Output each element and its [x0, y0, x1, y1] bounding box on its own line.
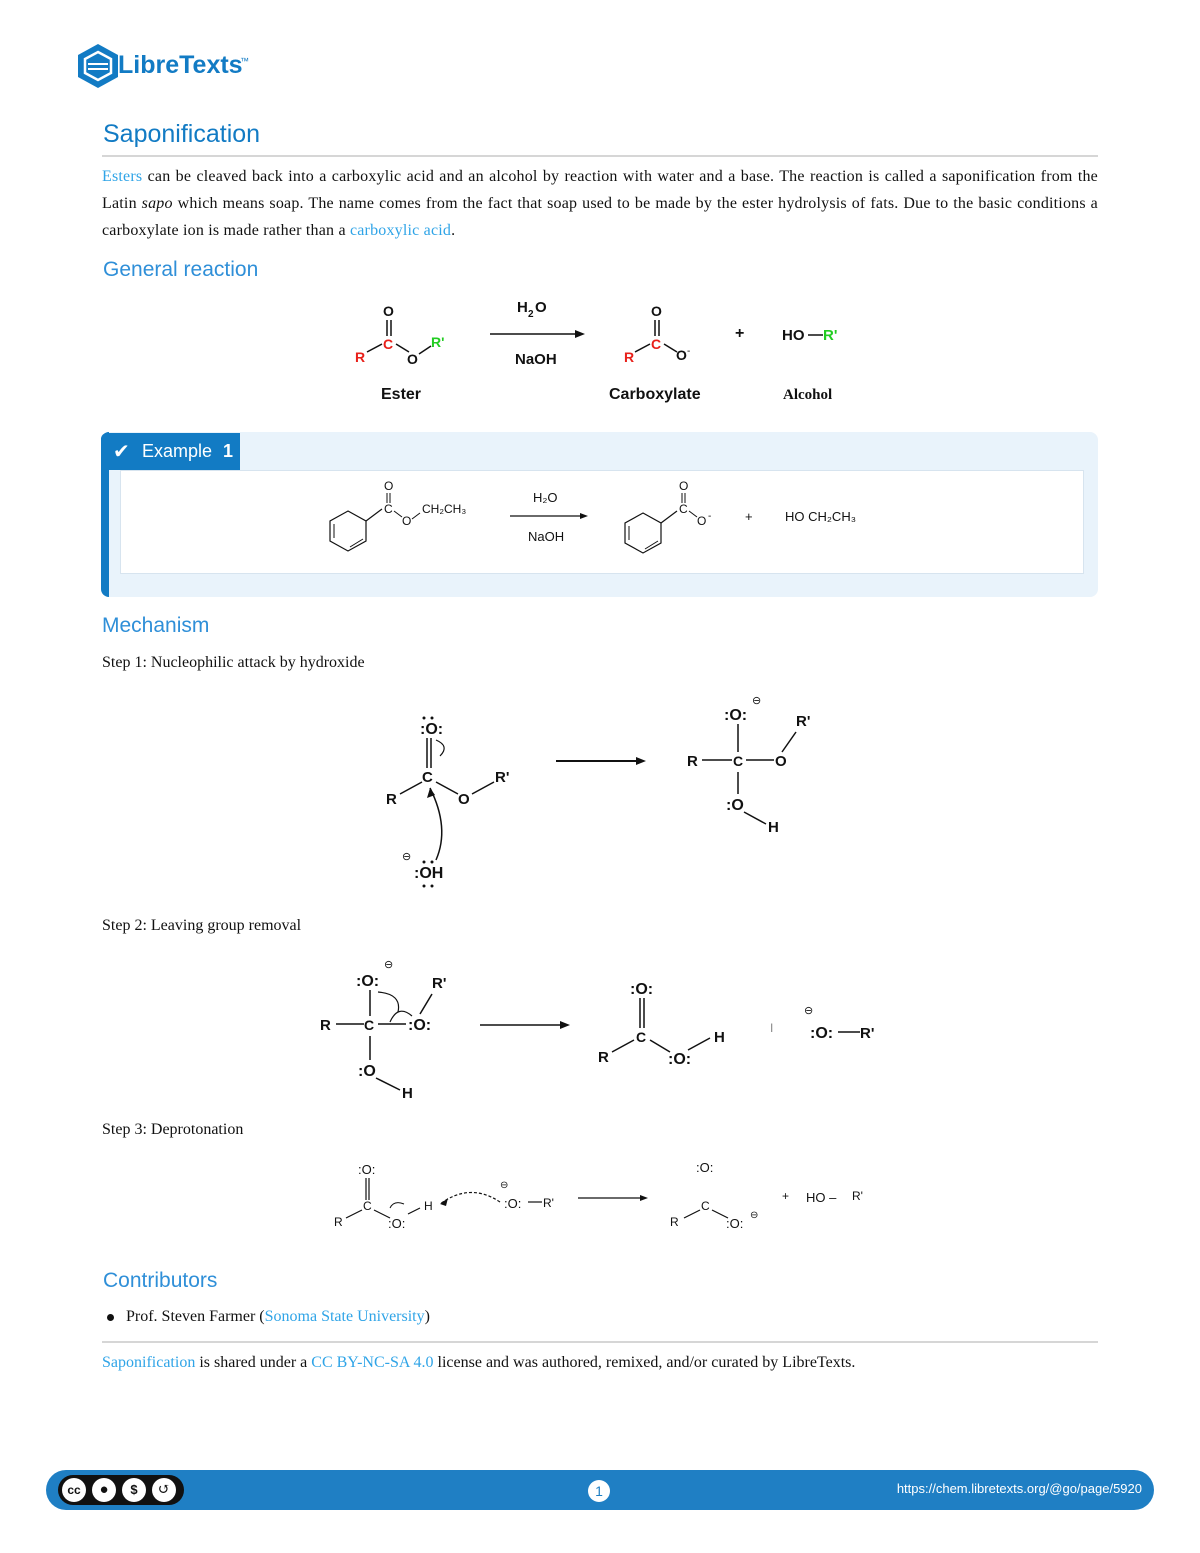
svg-text::O:: :O: — [408, 1017, 432, 1034]
svg-text:HO –: HO – — [806, 1190, 837, 1205]
intro-text-1: can be cleaved back into a carboxylic acid and an alcohol by reaction with water and a base. The reaction is called a saponification from the Latin — [102, 168, 1098, 212]
svg-text:C: C — [733, 753, 744, 769]
svg-text:⊖: ⊖ — [752, 695, 762, 707]
svg-text::O:: :O: — [356, 973, 380, 990]
svg-text:R': R' — [543, 1196, 554, 1210]
svg-text:C: C — [363, 1199, 372, 1213]
cc-license-link[interactable]: CC BY-NC-SA 4.0 — [311, 1354, 434, 1371]
svg-text:O: O — [384, 479, 394, 493]
svg-text::O:: :O: — [504, 1196, 522, 1211]
label-carboxylate: Carboxylate — [609, 386, 701, 403]
svg-text::O:: :O: — [388, 1216, 406, 1231]
reaction-reagent-bottom: NaOH — [515, 351, 557, 368]
sa-icon: ↺ — [152, 1478, 176, 1502]
svg-text::O: :O — [358, 1063, 376, 1080]
license-text-2: license and was authored, remixed, and/or curated by LibreTexts. — [433, 1354, 856, 1371]
svg-text:R': R' — [495, 769, 510, 786]
svg-text:R': R' — [823, 327, 838, 344]
esters-link[interactable]: Esters — [102, 168, 143, 185]
svg-text:C: C — [651, 336, 662, 352]
svg-text:+: + — [735, 325, 745, 342]
svg-text:R: R — [598, 1049, 609, 1066]
svg-text:C: C — [384, 502, 393, 516]
svg-text:HO: HO — [782, 327, 805, 344]
svg-text::O:: :O: — [724, 707, 748, 724]
svg-text:O: O — [407, 351, 418, 367]
svg-text:O: O — [676, 347, 687, 363]
svg-text:NaOH: NaOH — [528, 529, 565, 544]
svg-text:R: R — [687, 753, 698, 770]
svg-text:O: O — [697, 514, 707, 528]
page-number: 1 — [588, 1480, 610, 1502]
svg-text:O: O — [775, 753, 787, 770]
logo-text: LibreTexts — [118, 51, 243, 79]
svg-text::O: :O — [726, 797, 744, 814]
svg-text:R: R — [355, 349, 366, 365]
contributor-close: ) — [424, 1308, 430, 1325]
svg-text:O: O — [535, 299, 547, 316]
logo[interactable] — [74, 42, 254, 92]
svg-text:R': R' — [432, 975, 447, 992]
svg-text:⊖: ⊖ — [384, 959, 394, 971]
logo-tm: ™ — [240, 56, 249, 66]
svg-text:C: C — [364, 1017, 375, 1033]
contributor-name: Prof. Steven Farmer ( — [126, 1308, 265, 1325]
svg-text:R: R — [334, 1215, 343, 1229]
svg-text:O: O — [651, 303, 662, 319]
svg-text::O:: :O: — [668, 1051, 692, 1068]
by-icon: ● — [92, 1478, 116, 1502]
label-alcohol: Alcohol — [783, 387, 833, 403]
example-number: 1 — [223, 441, 234, 461]
svg-text:-: - — [687, 346, 691, 357]
svg-text:2: 2 — [528, 309, 534, 320]
svg-text::OH: :OH — [414, 865, 444, 882]
svg-text:H₂O: H₂O — [533, 490, 558, 505]
svg-text:⊖: ⊖ — [500, 1180, 509, 1191]
cc-icon: cc — [62, 1478, 86, 1502]
svg-text::O:: :O: — [810, 1025, 834, 1042]
svg-text:+: + — [745, 509, 753, 524]
svg-text:C: C — [383, 336, 394, 352]
svg-text:H: H — [424, 1199, 433, 1213]
cc-license-badge[interactable] — [58, 1475, 184, 1505]
carboxylic-acid-link[interactable]: carboxylic acid — [349, 222, 452, 239]
svg-text::O:: :O: — [358, 1162, 376, 1177]
svg-text:+: + — [782, 1189, 790, 1203]
sonoma-state-link[interactable]: Sonoma State University — [264, 1308, 425, 1325]
example-reaction-diagram — [320, 475, 880, 565]
mechanism-step3-diagram — [330, 1152, 890, 1242]
svg-text:C: C — [422, 769, 433, 786]
svg-text:H: H — [402, 1085, 413, 1102]
contributors-heading: Contributors — [103, 1269, 218, 1292]
license-divider — [102, 1341, 1098, 1343]
reaction-reagent-top: H — [517, 299, 528, 316]
svg-text:R: R — [670, 1215, 679, 1229]
svg-text:⊖: ⊖ — [402, 851, 412, 863]
svg-text:R': R' — [431, 334, 445, 350]
svg-text:C: C — [636, 1029, 647, 1045]
general-reaction-heading: General reaction — [103, 258, 259, 281]
example-tab — [101, 433, 240, 470]
svg-text:C: C — [679, 502, 688, 516]
svg-text::O:: :O: — [420, 721, 444, 738]
svg-text:R: R — [624, 349, 635, 365]
mechanism-step2-diagram — [318, 952, 898, 1102]
footer-url[interactable]: https://chem.libretexts.org/@go/page/5920 — [896, 1481, 1142, 1496]
contributor-item — [107, 1308, 430, 1326]
general-reaction-diagram — [345, 292, 865, 412]
mechanism-step1-diagram — [380, 688, 840, 888]
label-ester: Ester — [381, 386, 422, 403]
intro-text-2: which means soap. The name comes from the fact that soap used to be made by the ester hydrolysis of fats. Due to the basic conditions a carboxylate ion is made rather than a — [102, 195, 1098, 239]
svg-text:C: C — [701, 1199, 710, 1213]
svg-text:⊖: ⊖ — [750, 1210, 759, 1221]
license-line — [102, 1354, 855, 1372]
step1-label: Step 1: Nucleophilic attack by hydroxide — [102, 654, 365, 671]
check-icon: ✔ — [113, 441, 130, 463]
example-alcohol: HO CH₂CH₃ — [785, 509, 857, 524]
example-ethyl-group: CH₂CH₃ — [422, 502, 467, 516]
svg-text:H: H — [714, 1029, 725, 1046]
svg-text:O: O — [679, 479, 689, 493]
step3-label: Step 3: Deprotonation — [102, 1121, 244, 1138]
svg-text:R': R' — [796, 713, 811, 730]
title-divider — [102, 155, 1098, 157]
svg-text:R: R — [386, 791, 397, 808]
intro-text-3: . — [451, 222, 456, 239]
svg-text::O:: :O: — [630, 981, 654, 998]
mechanism-heading: Mechanism — [102, 614, 210, 637]
bullet-icon — [107, 1314, 114, 1321]
svg-text:-: - — [708, 511, 712, 522]
svg-text:R': R' — [860, 1025, 875, 1042]
libretexts-logo-icon — [74, 42, 122, 90]
license-text-1: is shared under a — [195, 1354, 312, 1371]
intro-italic: sapo — [141, 195, 173, 212]
page-title: Saponification — [103, 120, 261, 148]
saponification-link[interactable]: Saponification — [102, 1354, 196, 1371]
intro-paragraph — [102, 163, 1098, 244]
svg-text:O: O — [458, 791, 470, 808]
svg-text:O: O — [383, 303, 394, 319]
svg-text:R': R' — [852, 1189, 863, 1203]
svg-text:⊖: ⊖ — [804, 1005, 814, 1017]
nc-icon: $ — [122, 1478, 146, 1502]
svg-text::O:: :O: — [726, 1216, 744, 1231]
svg-text:O: O — [402, 514, 412, 528]
example-label: Example — [142, 441, 213, 461]
svg-text::O:: :O: — [696, 1160, 714, 1175]
step2-label: Step 2: Leaving group removal — [102, 917, 302, 934]
svg-text:R: R — [320, 1017, 331, 1034]
svg-text:H: H — [768, 819, 779, 836]
svg-text:I: I — [770, 1021, 774, 1035]
